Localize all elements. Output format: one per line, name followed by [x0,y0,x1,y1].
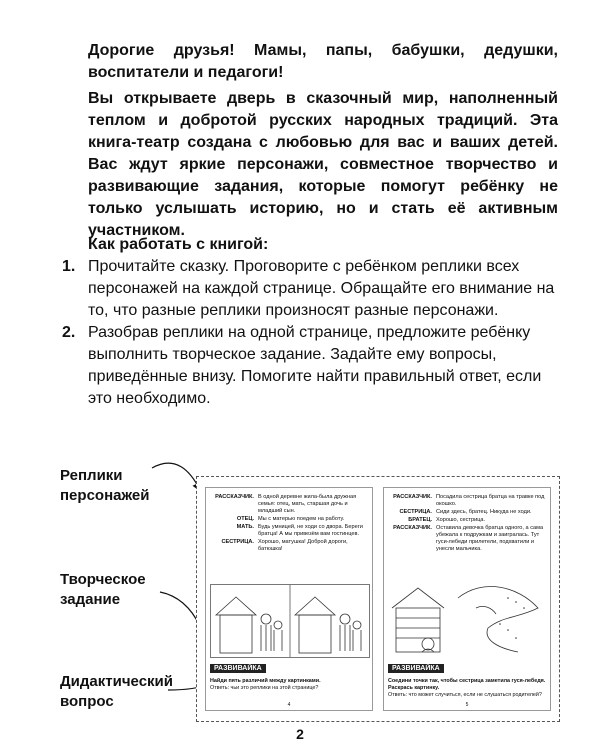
dialog-line [210,539,368,553]
task-text [388,678,546,699]
illustration-spot-difference [210,584,370,658]
replica: Сиди здесь, братец. Никуда не ходи. [436,509,532,515]
dialog-block [388,494,546,554]
dialog-line [388,525,546,553]
replica: Будь умницей, не ходи со двора. Береги братца! А мы привезём вам гостинцев. [258,524,363,537]
step-number: 2. [62,324,76,341]
task-title: РАЗВИВАЙКА [210,664,266,673]
speaker: РАССКАЗЧИК. [215,494,254,500]
step-text: Разобрав реплики на одной странице, предложите ребёнку выполнить творческое задание. Задайте ему вопросы, приведённые внизу. Помогите найти правильный ответ, если это необходимо. [88,324,542,407]
label-replicas: Реплики персонажей [60,467,150,504]
speaker: РАССКАЗЧИК. [393,525,432,531]
greeting-paragraph: Дорогие друзья! Мамы, папы, бабушки, дедушки, воспитатели и педагоги! [88,42,558,81]
task-question: Ответь: что может случиться, если не слушаться родителей? [388,692,542,698]
intro-block [88,40,558,246]
task-instruction: Соедини точки так, чтобы сестрица заметила гуся-лебедя. Раскрась картинку. [388,678,546,691]
task-question: Ответь: чьи это реплики на этой странице? [210,685,319,691]
dialog-line [210,516,368,523]
speaker: БРАТЕЦ. [408,517,432,523]
replica: Оставила девочка братца одного, а сама убежала к подружкам и заигралась. Тут гуси-лебеди прилетели, подхватили и унесли мальчика. [436,525,544,552]
welcome-paragraph: Вы открываете дверь в сказочный мир, наполненный теплом и добротой русских народных традиций. Эта книга-театр создана с любовью для вас и ваших детей. Вас ждут яркие персонажи, совместное творчество и развивающие задания, которые помогут ребёнку не только услышать историю, но и стать её активным участником. [88,90,558,239]
sample-page-right [383,487,551,711]
replica: Мы с матерью поедем на работу. [258,516,345,522]
page-number: 2 [296,726,304,742]
how-to-title: Как работать с книгой: [88,236,269,253]
dialog-line [388,517,546,524]
sample-page-number: 5 [465,702,469,708]
task-text [210,678,368,692]
speaker: РАССКАЗЧИК. [393,494,432,500]
replica: В одной деревне жила-была дружная семья: отец, мать, старшая дочь и младший сын. [258,494,357,514]
step-item [62,256,562,322]
step-item [62,322,562,410]
dialog-block [210,494,368,554]
speaker: СЕСТРИЦА. [399,509,432,515]
step-text: Прочитайте сказку. Проговорите с ребёнком реплики всех персонажей на каждой странице. Обращайте его внимание на то, что разные реплики произносят разные персонажи. [88,258,555,319]
speaker: СЕСТРИЦА. [221,539,254,545]
sample-page-left [205,487,373,711]
sample-page-number: 4 [287,702,291,708]
task-title: РАЗВИВАЙКА [388,664,444,673]
replica: Посадила сестрица братца на травке под окошко. [436,494,545,507]
dialog-line [210,494,368,515]
step-number: 1. [62,258,76,275]
steps-list [62,256,562,410]
label-didactic: Дидактический вопрос [60,673,173,710]
replica: Хорошо, сестрица. [436,517,486,523]
speaker: МАТЬ. [236,524,254,530]
task-instruction: Найди пять различий между картинками. [210,678,321,684]
sample-spread [196,476,560,722]
speaker: ОТЕЦ. [236,516,254,522]
dialog-line [388,494,546,508]
illustration-goose-scene [388,568,546,656]
replica: Хорошо, матушка! Доброй дороги, батюшка! [258,539,348,552]
dialog-line [210,524,368,538]
dialog-line [388,509,546,516]
label-creative: Творческое задание [60,571,146,608]
